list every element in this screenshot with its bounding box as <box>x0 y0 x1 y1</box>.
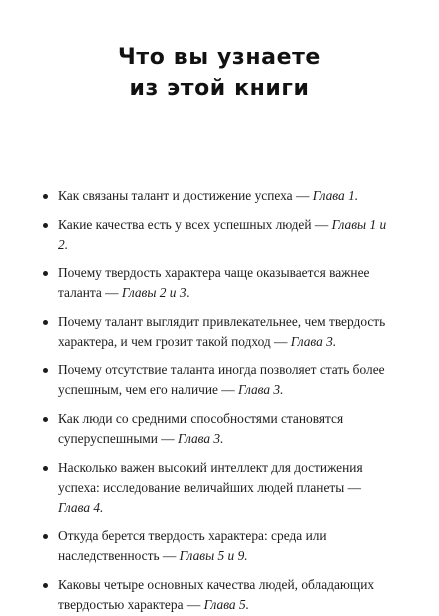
item-text: Почему талант выглядит привлекательнее, чем твердость характера, и чем грозит такой подход — <box>58 313 386 349</box>
item-text: Каковы четыре основных качества людей, обладающих твердостью характера — <box>58 576 375 612</box>
title-line-1: Что вы узнаете <box>118 45 321 70</box>
page-title <box>0 42 439 104</box>
chapter-reference: Глава 3. <box>290 333 337 349</box>
list-item <box>40 215 392 255</box>
bullet-icon <box>43 534 48 539</box>
list-item <box>40 409 392 449</box>
item-text: Почему отсутствие таланта иногда позволяет стать более успешным, чем его наличие — <box>58 362 385 398</box>
topics-list <box>40 186 392 616</box>
item-text: Какие качества есть у всех успешных людей — <box>58 216 332 232</box>
bullet-icon <box>43 368 48 373</box>
bullet-icon <box>43 466 48 471</box>
bullet-icon <box>43 583 48 588</box>
chapter-reference: Глава 3. <box>238 382 284 398</box>
chapter-reference: Главы 1 и 2. <box>58 216 387 252</box>
chapter-reference: Главы 2 и 3. <box>121 285 190 301</box>
item-text: Почему твердость характера чаще оказывается важнее таланта — <box>58 265 370 301</box>
bullet-icon <box>43 271 48 276</box>
title-line-2: из этой книги <box>129 76 310 101</box>
bullet-icon <box>43 194 48 199</box>
item-text: Как связаны талант и достижение успеха — <box>58 188 313 203</box>
chapter-reference: Главы 5 и 9. <box>179 548 248 564</box>
item-text: Как люди со средними способностями становятся суперуспешными — <box>58 410 344 446</box>
list-item <box>40 526 392 566</box>
item-text: Насколько важен высокий интеллект для достижения успеха: исследование величайших людей планеты — <box>58 459 363 495</box>
list-item <box>40 186 392 206</box>
list-item <box>40 312 392 352</box>
bullet-icon <box>43 320 48 325</box>
list-item <box>40 263 392 303</box>
chapter-reference: Глава 1. <box>312 188 359 203</box>
list-item <box>40 575 392 615</box>
list-item <box>40 360 392 400</box>
list-item <box>40 458 392 518</box>
chapter-reference: Глава 3. <box>178 430 224 446</box>
bullet-icon <box>43 417 48 422</box>
chapter-reference: Глава 5. <box>203 596 250 612</box>
chapter-reference: Глава 4. <box>58 499 104 515</box>
bullet-icon <box>43 223 48 228</box>
item-text: Откуда берется твердость характера: среда или наследственность — <box>58 528 327 564</box>
